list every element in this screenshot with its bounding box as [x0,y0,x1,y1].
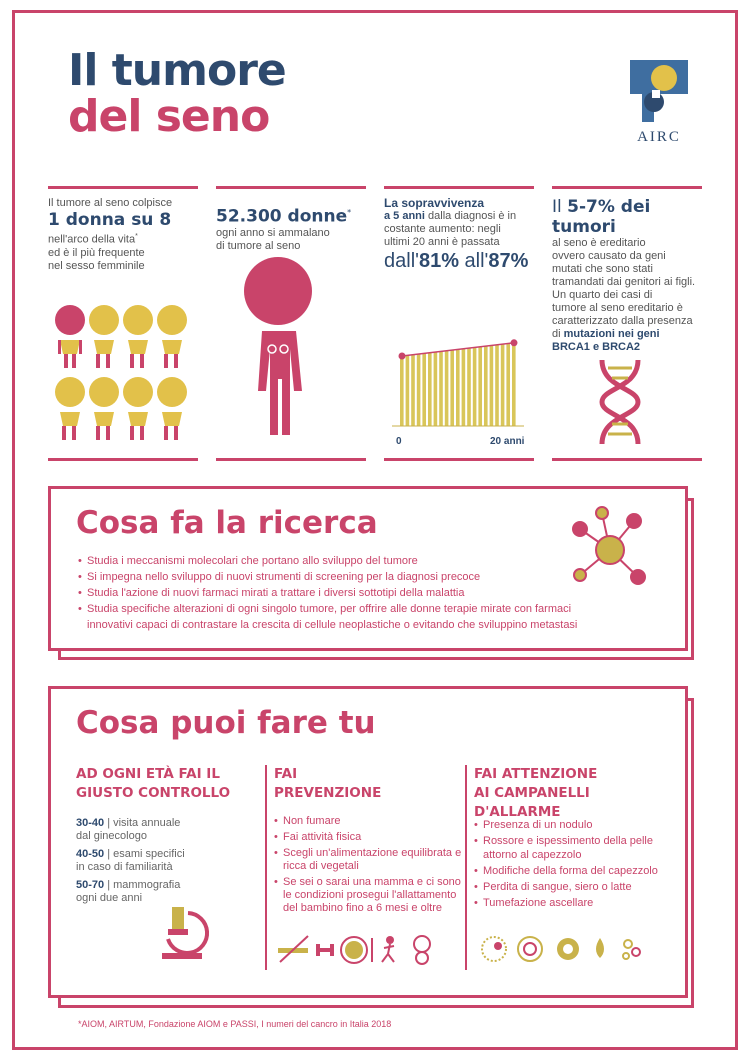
stat1-divider [48,458,198,461]
stat-hereditary [552,186,702,354]
warning-item: • Rossore e ispessimento della pelle attorno al capezzolo [474,834,674,862]
prevention-item: • Se sei o sarai una mamma e ci sono le condizioni prosegui l'allattamento del bambino fino a 6 mesi e oltre [274,876,464,915]
shape-change-icon [557,938,579,960]
stat3-pct [384,249,534,273]
stat2-mark: * [347,208,352,217]
research-item: • Studia specifiche alterazioni di ogni singolo tumore, per offrire alle donne terapie mirate con farmaci innovativi capaci di contrastare la crescita di cellule neoplastiche o evitando che sviluppino metastasi [78,601,608,633]
stat4-l5: Un quarto dei casi di [552,289,653,301]
stat3-divider [384,458,534,461]
survival-bar [411,355,415,426]
stat4-title [552,197,702,237]
survival-bar [417,354,421,426]
stat3-line2-wrap [384,210,534,223]
running-icon [382,936,394,962]
survival-point [399,353,406,360]
survival-bar [428,353,432,426]
survival-bar [406,355,410,426]
stat4-l9b: BRCA1 e BRCA2 [552,341,641,353]
stat2-big-wrap [216,203,366,227]
stat4-pre: Il [552,197,568,217]
woman-figure-icon [240,255,320,440]
stat1-rest2: ed è il più frequente [48,246,145,259]
stat2-rest2: di tumore al seno [216,239,301,252]
survival-point [511,339,518,346]
survival-bar [495,345,499,426]
age-text2: ogni due anni [76,892,143,904]
stat4-l8b: mutazioni nei geni [563,328,660,340]
age-text1: | visita annuale [104,817,181,829]
age-text2: dal ginecologo [76,830,147,842]
lump-icon [482,937,506,961]
stat4-big: 5-7% dei tumori [552,197,651,237]
stat4-l8-wrap [552,328,702,341]
col3-h1: FAI ATTENZIONE [474,766,598,782]
warning-icons [480,934,650,964]
chart-x-start-label: 0 [396,436,402,447]
stat3-to: 87% [488,250,529,272]
survival-bar [445,351,449,426]
stat4-l3: mutati che sono stati [552,263,653,275]
warning-item: • Modifiche della forma del capezzolo [474,864,674,878]
drop-icon [596,938,604,958]
warning-item: • Tumefazione ascellare [474,896,674,910]
stat4-l4: tramandati dai genitori ai figli. [552,276,696,288]
survival-bar [512,343,516,426]
survival-bar [400,356,404,426]
survival-bar [434,352,438,426]
age-row [76,848,256,874]
stat3-from-pre: dall' [384,250,419,272]
col1-h2: GIUSTO CONTROLLO [76,785,231,801]
stat-survival [384,186,534,273]
stat-new-cases [216,186,366,253]
stat1-mark: * [135,233,138,240]
age-row [76,879,256,905]
age-range: 50-70 [76,879,105,891]
prevention-item: • Scegli un'alimentazione equilibrata e ricca di vegetali [274,847,464,873]
warning-item: • Presenza di un nodulo [474,818,674,832]
stat1-rest [48,230,198,247]
stat1-intro: Il tumore al seno colpisce [48,197,173,209]
stat4-l7: caratterizzato dalla presenza [552,315,693,327]
stat3-line2-bold: a 5 anni [384,210,425,222]
dumbbell-icon [316,944,334,956]
research-list [78,553,608,633]
survival-bar [467,348,471,426]
survival-bar [501,344,505,426]
col2-heading [274,765,464,803]
prevention-icons [276,932,446,966]
stat4-l8: di [552,328,564,340]
survival-bar [473,347,477,426]
women-pictogram [52,300,192,445]
title-line-1: Il tumore [68,45,286,96]
baby-icon [414,936,430,964]
research-title: Cosa fa la ricerca [76,505,378,541]
chart-x-end-label: 20 anni [490,436,525,447]
plate-icon [341,937,372,963]
title-line-2: del seno [68,91,270,142]
research-item: • Studia l'azione di nuovi farmaci mirati a trattare i diversi sottotipi della malattia [78,585,608,601]
you-title: Cosa puoi fare tu [76,705,376,741]
age-text1: | mammografia [104,879,181,891]
stat1-big: 1 donna su 8 [48,210,172,230]
dna-icon [590,358,650,446]
col3-divider [465,765,467,970]
prevention-item: • Non fumare [274,815,464,828]
stat4-l6: tumore al seno ereditario è [552,302,683,314]
stat1-rest3: nel sesso femminile [48,259,145,272]
survival-bar [439,351,443,426]
survival-bar [506,343,510,426]
stat3-to-pre: all' [458,250,489,272]
stat-incidence [48,186,198,273]
col2-h1: FAI [274,766,298,782]
age-range: 30-40 [76,817,105,829]
col1-h1: AD OGNI ETÀ FAI IL [76,766,220,782]
col2-h2: PREVENZIONE [274,785,382,801]
age-text1: | esami specifici [104,848,185,860]
col1-heading [76,765,256,803]
stat2-rest1: ogni anno si ammalano [216,226,330,239]
prevention-list [274,815,464,915]
stat4-l2: ovvero causato da geni [552,250,666,262]
col3-heading [474,765,674,822]
warning-list [474,818,674,910]
survival-bar [450,350,454,426]
column-prevention [274,765,464,803]
stat3-line4: ultimi 20 anni è passata [384,236,500,248]
research-item: • Si impegna nello sviluppo di nuovi strumenti di screening per la diagnosi precoce [78,569,608,585]
stat4-divider [552,458,702,461]
redness-icon [518,937,542,961]
col2-divider [265,765,267,970]
survival-bar [422,353,426,426]
stat2-big: 52.300 donne [216,206,348,227]
prevention-item: • Fai attività fisica [274,831,464,844]
col3-h2: AI CAMPANELLI D'ALLARME [474,785,590,820]
stat4-l1: al seno è ereditario [552,237,646,249]
stat3-line3: costante aumento: negli [384,223,501,235]
swelling-icon [623,940,640,959]
footnote: *AIOM, AIRTUM, Fondazione AIOM e PASSI, I numeri del cancro in Italia 2018 [78,1019,392,1029]
stat3-line2: dalla diagnosi è in [424,210,517,222]
age-range: 40-50 [76,848,105,860]
age-row [76,817,256,843]
warning-item: • Perdita di sangue, siero o latte [474,880,674,894]
stat3-from: 81% [418,250,459,272]
survival-bar [484,346,488,426]
column-checkups [76,765,256,910]
stat2-divider [216,458,366,461]
no-smoking-icon [278,936,308,962]
microscope-icon [160,905,216,961]
survival-bar [462,349,466,426]
age-text2: in caso di familiarità [76,861,173,873]
survival-chart [392,320,532,450]
survival-bar [490,345,494,426]
column-warning-signs [474,765,674,822]
page-title [68,45,286,142]
research-item: • Studia i meccanismi molecolari che portano allo sviluppo del tumore [78,553,608,569]
stat1-rest1: nell'arco della vita [48,233,136,246]
airc-logo-text: AIRC [637,129,681,145]
stat3-line1: La sopravvivenza [384,196,485,210]
survival-bar [478,347,482,426]
survival-bar [456,349,460,426]
